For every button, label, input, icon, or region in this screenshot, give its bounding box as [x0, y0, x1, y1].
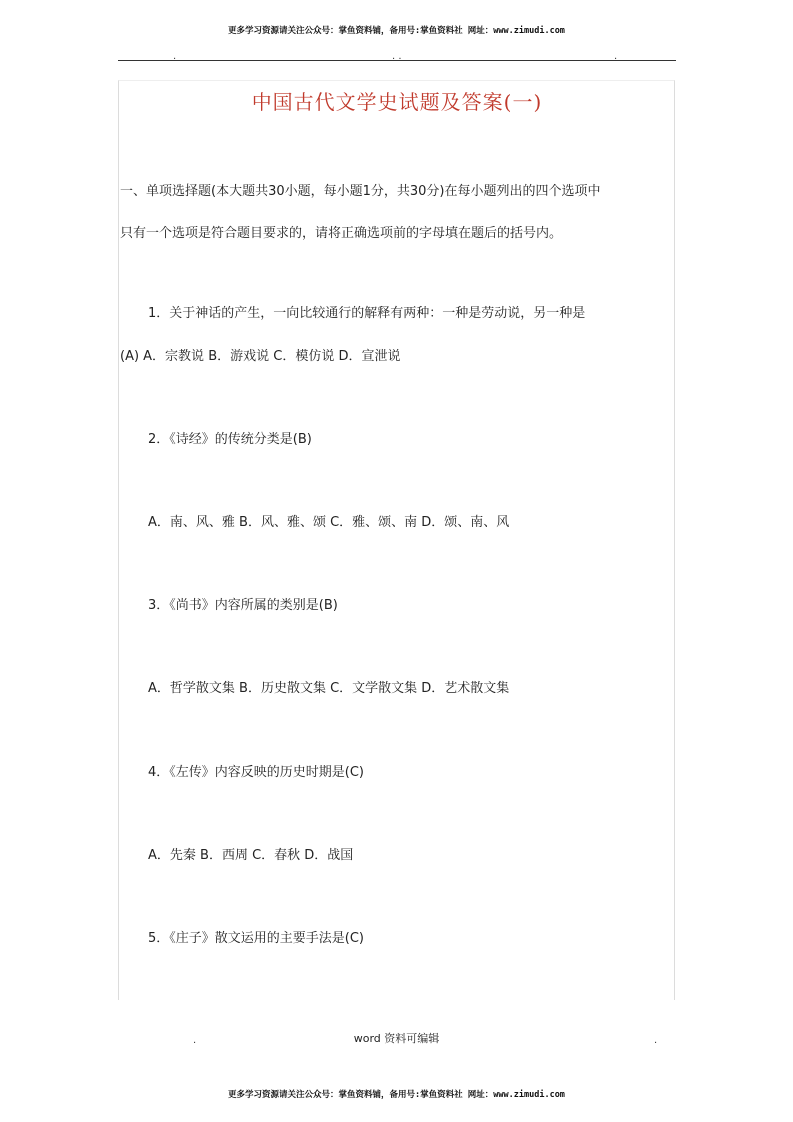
header-dot-left: .: [173, 51, 177, 62]
question-2-options: A．南、风、雅 B．风、雅、颂 C．雅、颂、南 D．颂、南、风: [148, 515, 510, 530]
footer-label: word 资料可编辑: [353, 1032, 440, 1045]
top-banner: 更多学习资源请关注公众号：掌鱼资料铺，备用号:掌鱼资料社 网址：www.zimudi.com: [228, 26, 565, 36]
footer-dot-right: .: [654, 1035, 658, 1046]
question-1-options: (A) A．宗教说 B．游戏说 C．模仿说 D．宣泄说: [120, 349, 401, 364]
section-instruction-line-2: 只有一个选项是符合题目要求的，请将正确选项前的字母填在题后的括号内。: [120, 226, 563, 241]
bottom-banner: 更多学习资源请关注公众号：掌鱼资料铺，备用号:掌鱼资料社 网址：www.zimudi.com: [228, 1090, 565, 1100]
document-title: 中国古代文学史试题及答案(一): [251, 90, 543, 114]
question-2-stem: 2．《诗经》的传统分类是(B): [148, 432, 312, 447]
question-5-stem: 5．《庄子》散文运用的主要手法是(C): [148, 931, 364, 946]
header-dot-center: . .: [392, 51, 402, 62]
question-1-stem: 1．关于神话的产生，一向比较通行的解释有两种：一种是劳动说，另一种是: [148, 306, 586, 321]
question-3-stem: 3．《尚书》内容所属的类别是(B): [148, 598, 338, 613]
question-3-options: A．哲学散文集 B．历史散文集 C．文学散文集 D．艺术散文集: [148, 681, 510, 696]
footer-dot-left: .: [193, 1035, 197, 1046]
section-instruction-line-1: 一、单项选择题(本大题共30小题，每小题1分，共30分)在每小题列出的四个选项中: [120, 184, 601, 199]
question-4-options: A．先秦 B．西周 C．春秋 D．战国: [148, 848, 354, 863]
header-divider: [118, 60, 676, 61]
header-dot-right: .: [614, 51, 618, 62]
question-4-stem: 4．《左传》内容反映的历史时期是(C): [148, 765, 364, 780]
